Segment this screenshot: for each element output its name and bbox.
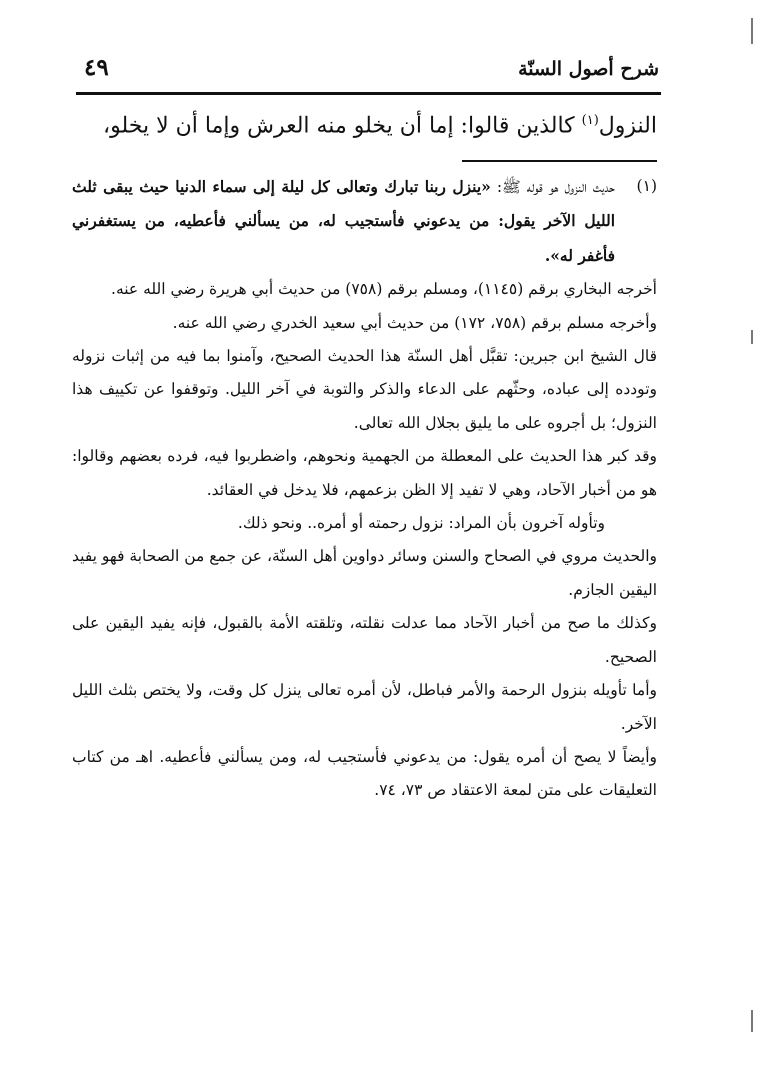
footnote-1 bbox=[72, 170, 657, 273]
main-text bbox=[72, 104, 657, 143]
takhrij-muslim: وأخرجه مسلم برقم (٧٥٨، ١٧٢) من حديث أبي سعيد الخدري رضي الله عنه. bbox=[172, 313, 657, 332]
marwi-paragraph: والحديث مروي في الصحاح والسنن وسائر دواوين أهل السنّة، عن جمع من الصحابة فهو يفيد اليقين الجازم. bbox=[72, 547, 657, 599]
page-number: ٤٩ bbox=[84, 54, 109, 81]
scan-edge-mark bbox=[751, 330, 753, 344]
footnote-reference: (١) bbox=[581, 113, 599, 128]
awwalahu-paragraph: وتأوله آخرون بأن المراد: نزول رحمته أو أمره.. ونحو ذلك. bbox=[237, 514, 605, 533]
footnotes bbox=[72, 170, 657, 808]
footnote-separator bbox=[462, 160, 657, 162]
scan-edge-mark bbox=[751, 18, 753, 44]
hadith-text: «ينزل ربنا تبارك وتعالى كل ليلة إلى سماء الدنيا حيث يبقى ثلث الليل الآخر يقول: من يدعوني فأستجيب له، من يسألني فأعطيه، من يستغفرني فأغفر له». bbox=[72, 177, 615, 265]
page-header bbox=[76, 52, 661, 95]
aydan-paragraph: وأيضاً لا يصح أن أمره يقول: من يدعوني فأستجيب له، ومن يسألني فأعطيه. اهـ من كتاب التعليقات على متن لمعة الاعتقاد ص ٧٣، ٧٤. bbox=[72, 747, 657, 800]
ibn-jibrin-paragraph: قال الشيخ ابن جبرين: تقبَّل أهل السنّة هذا الحديث الصحيح، وآمنوا بما فيه من إثبات نزوله وتودده إلى عباده، وحثّهم على الدعاء والذكر والتوبة في آخر الليل. وتوقفوا عن تكييف هذا النزول؛ بل أجروه على ما يليق بجلال الله تعالى. bbox=[72, 347, 657, 432]
running-title: شرح أصول السنّة bbox=[518, 58, 659, 80]
tawiluhu-paragraph: وأما تأويله بنزول الرحمة والأمر فباطل، لأن أمره تعالى ينزل كل وقت، ولا يختص بثلث الليل الآخر. bbox=[72, 681, 657, 733]
main-text-rest: كالذين قالوا: إما أن يخلو منه العرش وإما أن لا يخلو، bbox=[103, 113, 582, 139]
kadhalika-paragraph: وكذلك ما صح من أخبار الآحاد مما عدلت نقلته، وتلقته الأمة بالقبول، فإنه يفيد اليقين على الصحيح. bbox=[72, 614, 657, 666]
footnote-number: (١) bbox=[636, 177, 657, 195]
scan-edge-mark bbox=[751, 1010, 753, 1032]
kabura-paragraph: وقد كبر هذا الحديث على المعطلة من الجهمية ونحوهم، واضطربوا فيه، فرده بعضهم وقالوا: هو من أخبار الآحاد، وهي لا تفيد إلا الظن بزعمهم، فلا يدخل في العقائد. bbox=[72, 447, 657, 499]
main-text-start: النزول bbox=[598, 113, 657, 139]
takhrij-bukhari: أخرجه البخاري برقم (١١٤٥)، ومسلم برقم (٧٥٨) من حديث أبي هريرة رضي الله عنه. bbox=[111, 280, 657, 299]
hadith-intro: حديث النزول هو قوله ﷺ: bbox=[490, 178, 615, 196]
hadith-paragraph bbox=[72, 170, 615, 273]
